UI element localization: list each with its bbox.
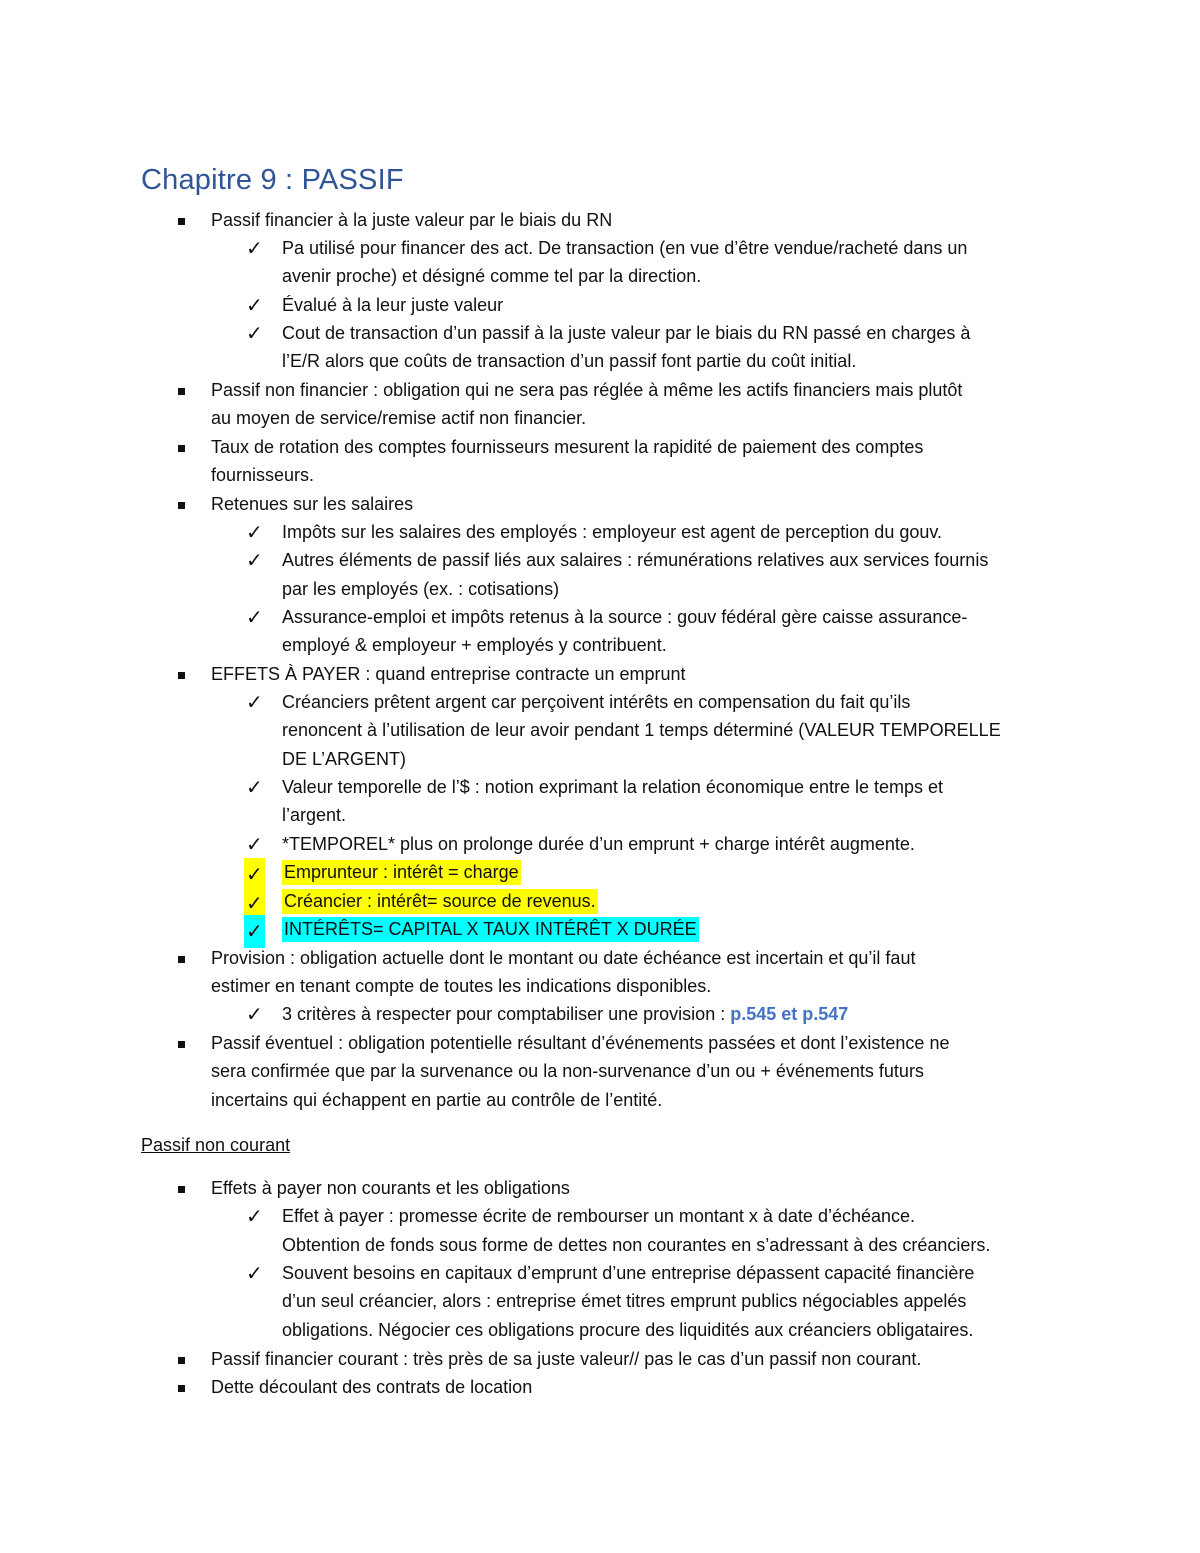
sub-list-item-continued: Obtention de fonds sous forme de dettes non courantes en s’adressant à des créanciers. (282, 1235, 991, 1255)
list-item: Passif non financier : obligation qui ne sera pas réglée à même les actifs financiers mais plutôt (211, 380, 963, 400)
section-heading: Passif non courant (141, 1135, 291, 1155)
list-item: EFFETS À PAYER : quand entreprise contracte un emprunt (211, 664, 686, 684)
sub-list-item-continued: renoncent à l’utilisation de leur avoir pendant 1 temps déterminé (VALEUR TEMPORELLE (282, 720, 1001, 740)
page-reference: p.545 et p.547 (730, 1004, 849, 1024)
list-item: Passif financier courant : très près de sa juste valeur// pas le cas d’un passif non courant. (211, 1349, 922, 1369)
list-item: Passif financier à la juste valeur par le biais du RN (211, 210, 613, 230)
checkmark-icon: ✓ (244, 858, 265, 891)
checkmark-icon: ✓ (246, 520, 263, 544)
sub-list-item: Autres éléments de passif liés aux salaires : rémunérations relatives aux services fournis (282, 550, 989, 570)
list-item-continued: estimer en tenant compte de toutes les indications disponibles. (211, 976, 712, 996)
checkmark-icon: ✓ (246, 1261, 263, 1285)
sub-list-item (282, 1000, 848, 1028)
square-bullet-icon (178, 218, 185, 225)
sub-list-item-continued: employé & employeur + employés y contribuent. (282, 635, 667, 655)
checkmark-icon: ✓ (246, 690, 263, 714)
square-bullet-icon (178, 672, 185, 679)
page-title: Chapitre 9 : PASSIF (141, 164, 404, 196)
sub-list-item-continued: DE L’ARGENT) (282, 749, 407, 769)
checkmark-icon: ✓ (246, 1002, 263, 1026)
checkmark-icon: ✓ (246, 775, 263, 799)
sub-list-item: *TEMPOREL* plus on prolonge durée d’un emprunt + charge intérêt augmente. (282, 834, 915, 854)
sub-list-item-text: 3 critères à respecter pour comptabiliser une provision : (282, 1004, 726, 1024)
checkmark-icon: ✓ (244, 887, 265, 920)
sub-list-item: Cout de transaction d’un passif à la juste valeur par le biais du RN passé en charges à (282, 323, 971, 343)
square-bullet-icon (178, 1357, 185, 1364)
checkmark-icon: ✓ (244, 915, 265, 948)
sub-list-item-highlighted (282, 915, 699, 943)
sub-list-item-highlighted (282, 887, 598, 915)
square-bullet-icon (178, 445, 185, 452)
highlight-cyan: INTÉRÊTS= CAPITAL X TAUX INTÉRÊT X DURÉE (282, 917, 699, 942)
square-bullet-icon (178, 1385, 185, 1392)
square-bullet-icon (178, 388, 185, 395)
sub-list-item: Souvent besoins en capitaux d’emprunt d’une entreprise dépassent capacité financière (282, 1263, 975, 1283)
checkmark-icon: ✓ (246, 1204, 263, 1228)
sub-list-item: Valeur temporelle de l’$ : notion exprimant la relation économique entre le temps et (282, 777, 944, 797)
sub-list-item: Effet à payer : promesse écrite de rembourser un montant x à date d’échéance. (282, 1206, 916, 1226)
sub-list-item-continued: l’argent. (282, 805, 347, 825)
square-bullet-icon (178, 1041, 185, 1048)
list-item: Provision : obligation actuelle dont le montant ou date échéance est incertain et qu’il faut (211, 948, 916, 968)
checkmark-icon: ✓ (246, 832, 263, 856)
list-item-continued: fournisseurs. (211, 465, 315, 485)
checkmark-icon: ✓ (246, 293, 263, 317)
list-item-continued: incertains qui échappent en partie au contrôle de l’entité. (211, 1090, 663, 1110)
sub-list-item-continued: avenir proche) et désigné comme tel par la direction. (282, 266, 702, 286)
square-bullet-icon (178, 1186, 185, 1193)
list-item-continued: sera confirmée que par la survenance ou la non-survenance d’un ou + événements futurs (211, 1061, 924, 1081)
list-item: Dette découlant des contrats de location (211, 1377, 533, 1397)
checkmark-icon: ✓ (246, 548, 263, 572)
sub-list-item-continued: obligations. Négocier ces obligations procure des liquidités aux créanciers obligataires. (282, 1320, 974, 1340)
sub-list-item: Assurance-emploi et impôts retenus à la source : gouv fédéral gère caisse assurance- (282, 607, 968, 627)
list-item: Retenues sur les salaires (211, 494, 414, 514)
list-item: Effets à payer non courants et les obligations (211, 1178, 570, 1198)
square-bullet-icon (178, 502, 185, 509)
highlight-yellow: Emprunteur : intérêt = charge (282, 860, 521, 885)
list-item-continued: au moyen de service/remise actif non financier. (211, 408, 587, 428)
sub-list-item: Créanciers prêtent argent car perçoivent intérêts en compensation du fait qu’ils (282, 692, 911, 712)
list-item: Passif éventuel : obligation potentielle résultant d’événements passées et dont l’existence ne (211, 1033, 950, 1053)
sub-list-item: Impôts sur les salaires des employés : employeur est agent de perception du gouv. (282, 522, 943, 542)
checkmark-icon: ✓ (246, 236, 263, 260)
sub-list-item-continued: l’E/R alors que coûts de transaction d’un passif font partie du coût initial. (282, 351, 857, 371)
sub-list-item: Évalué à la leur juste valeur (282, 295, 504, 315)
sub-list-item-continued: d’un seul créancier, alors : entreprise émet titres emprunt publics négociables appelés (282, 1291, 967, 1311)
sub-list-item-continued: par les employés (ex. : cotisations) (282, 579, 560, 599)
sub-list-item-highlighted (282, 858, 521, 886)
highlight-yellow: Créancier : intérêt= source de revenus. (282, 889, 598, 914)
list-item: Taux de rotation des comptes fournisseurs mesurent la rapidité de paiement des comptes (211, 437, 924, 457)
checkmark-icon: ✓ (246, 605, 263, 629)
sub-list-item: Pa utilisé pour financer des act. De transaction (en vue d’être vendue/racheté dans un (282, 238, 968, 258)
checkmark-icon: ✓ (246, 321, 263, 345)
square-bullet-icon (178, 956, 185, 963)
